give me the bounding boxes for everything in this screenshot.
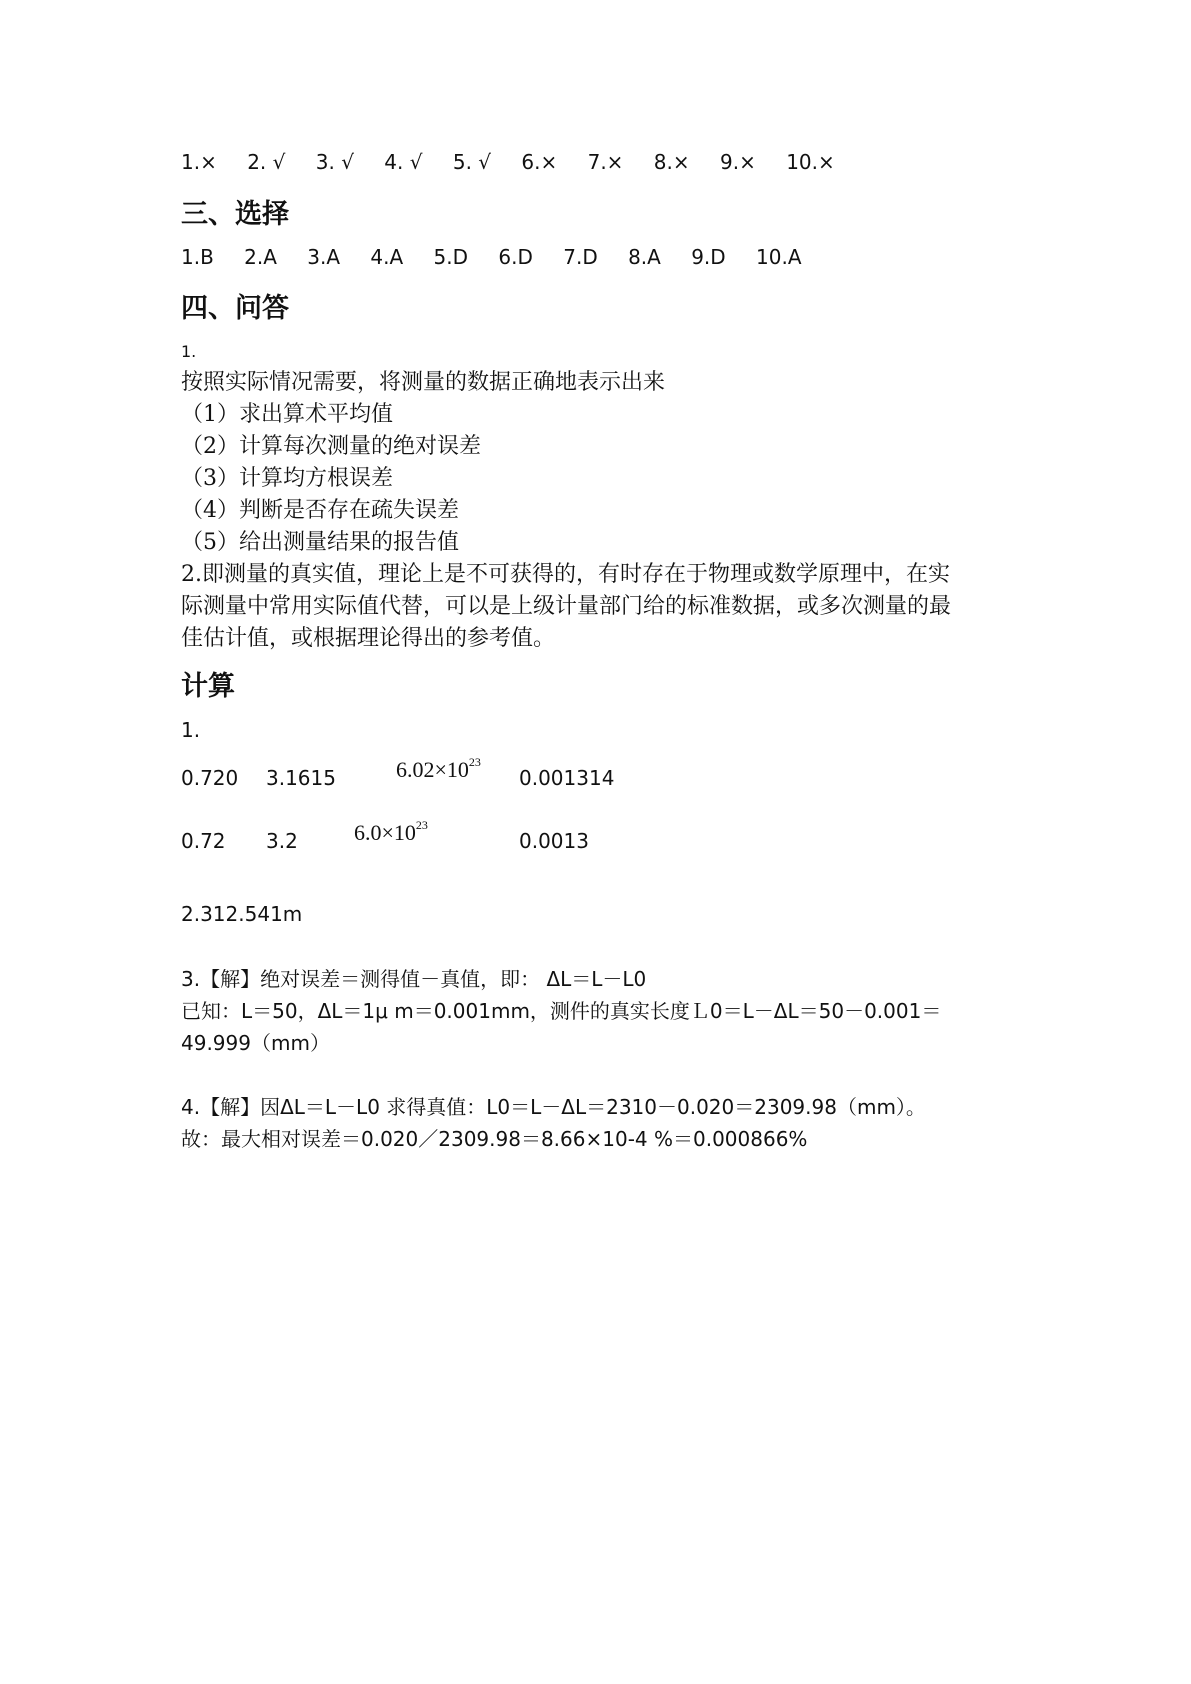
- answer: 9.D: [691, 245, 726, 269]
- qa-line: （4）判断是否存在疏失误差: [181, 498, 459, 523]
- section-title-calc: 计算: [181, 671, 235, 702]
- calc-line: 4.【解】因ΔL＝L－L0 求得真值：L0＝L－ΔL＝2310－0.020＝2309.98（mm）。: [181, 1095, 926, 1119]
- answer: 5. √: [452, 150, 492, 174]
- calc-answer-2: 2.312.541m: [181, 902, 303, 926]
- answer: 8.×: [653, 150, 690, 174]
- qa-number: 1.: [181, 342, 197, 361]
- section-title-choice: 三、选择: [181, 199, 289, 230]
- section-title-qa: 四、问答: [181, 293, 289, 324]
- answer: 2.A: [244, 245, 277, 269]
- answer: 2. √: [247, 150, 286, 174]
- answer: 1.B: [181, 245, 214, 269]
- answer: 3. √: [315, 150, 354, 174]
- answer: 4.A: [370, 245, 404, 269]
- calc-value: 3.1615: [266, 766, 336, 790]
- calc-line: 3.【解】绝对误差＝测得值－真值，即： ΔL＝L－L0: [181, 967, 647, 991]
- calc-value: 3.2: [266, 829, 298, 853]
- answer: 6.D: [498, 245, 533, 269]
- sci-notation: [396, 757, 481, 783]
- sci-exponent: 23: [468, 755, 481, 769]
- calc-number: 1.: [181, 718, 201, 742]
- sci-exponent: 23: [415, 818, 428, 832]
- calc-line: 故：最大相对误差＝0.020／2309.98＝8.66×10-4 %＝0.000866%: [181, 1127, 808, 1151]
- sci-base: 6.0×10: [354, 820, 416, 845]
- choice-answers: [181, 245, 826, 269]
- judgement-answers: [181, 150, 859, 174]
- answer: 1.×: [181, 150, 217, 174]
- qa-line: 佳估计值，或根据理论得出的参考值。: [181, 626, 556, 651]
- answer: 10.A: [756, 245, 802, 269]
- calc-line: 已知：L＝50，ΔL＝1μ m＝0.001mm，测件的真实长度Ｌ0＝L－ΔL＝50－0.001＝: [181, 999, 942, 1023]
- qa-line: （5）给出测量结果的报告值: [181, 530, 459, 555]
- qa-line: （2）计算每次测量的绝对误差: [181, 434, 481, 459]
- answer: 3.A: [307, 245, 341, 269]
- sci-notation: [354, 820, 428, 846]
- answer: 9.×: [720, 150, 756, 174]
- answer: 6.×: [521, 150, 558, 174]
- answer: 4. √: [384, 150, 423, 174]
- calc-value: 0.72: [181, 829, 226, 853]
- answer: 8.A: [628, 245, 661, 269]
- qa-line: （3）计算均方根误差: [181, 466, 393, 491]
- answer: 5.D: [433, 245, 469, 269]
- calc-value: 0.001314: [519, 766, 615, 790]
- qa-line: （1）求出算术平均值: [181, 402, 393, 427]
- qa-line: 2.即测量的真实值，理论上是不可获得的，有时存在于物理或数学原理中，在实: [181, 562, 950, 587]
- calc-value: 0.720: [181, 766, 239, 790]
- answer: 7.D: [563, 245, 598, 269]
- qa-line: 按照实际情况需要，将测量的数据正确地表示出来: [181, 370, 666, 395]
- sci-base: 6.02×10: [396, 757, 469, 782]
- answer: 10.×: [786, 150, 835, 174]
- calc-value: 0.0013: [519, 829, 589, 853]
- calc-line: 49.999（mm）: [181, 1031, 330, 1055]
- answer: 7.×: [587, 150, 624, 174]
- qa-line: 际测量中常用实际值代替，可以是上级计量部门给的标准数据，或多次测量的最: [181, 594, 952, 619]
